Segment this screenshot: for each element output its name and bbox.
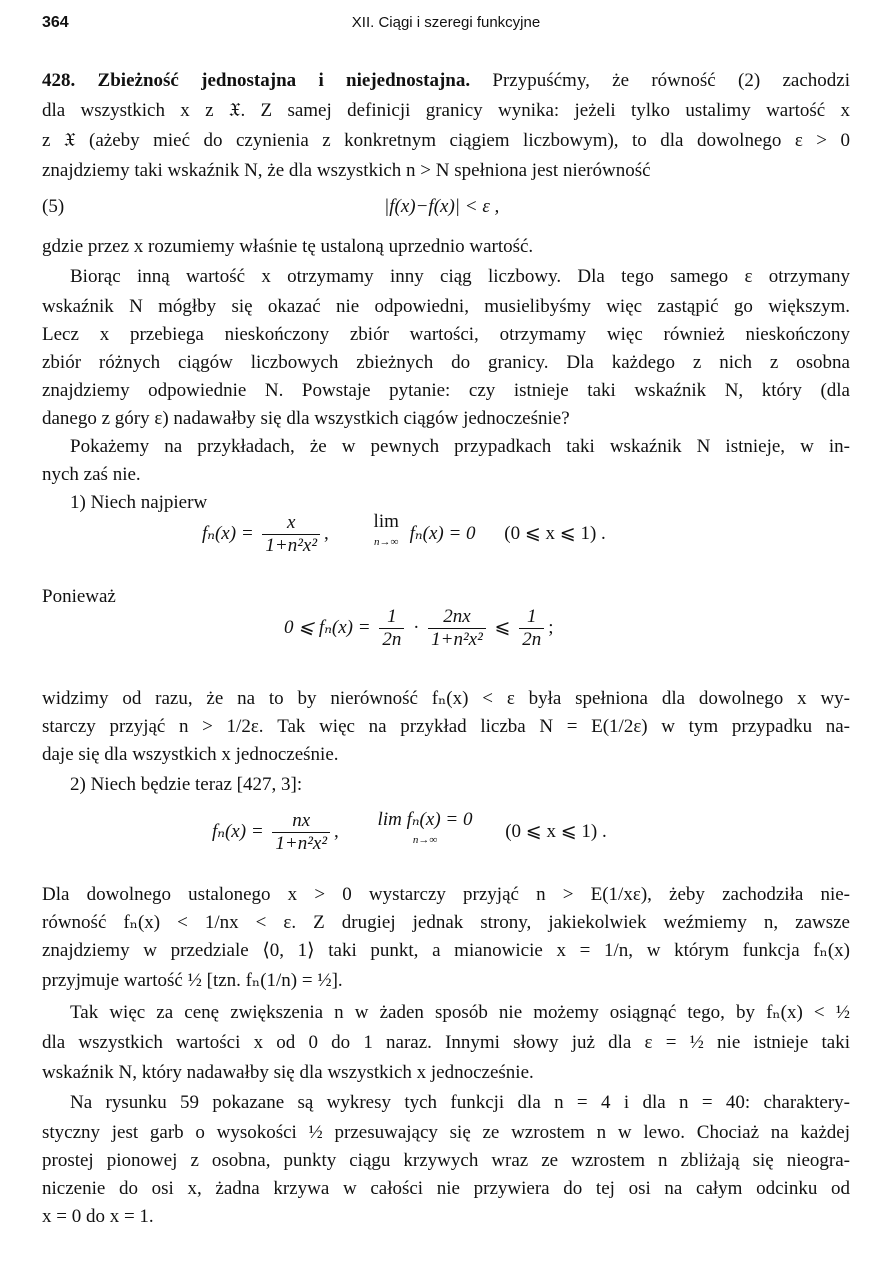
paragraph-line: dla wszystkich x z 𝔛. Z samej definicji granicy wynika: jeżeli tylko ustalimy wartość x [42,100,850,121]
running-header [42,10,850,34]
equation-5: |f(x)−f(x)| < ε , [384,196,500,217]
paragraph-line: 428. Zbieżność jednostajna i niejednostajna. Przypuśćmy, że równość (2) zachodzi [42,70,850,91]
example-2-equation: fₙ(x) = $\frac{nx}{\text{1+n²x²}}$ , lim fₙ(x) = 0 n→∞ (0 ⩽ x ⩽ 1) . [212,809,607,854]
paragraph-line: nych zaś nie. [42,464,141,485]
paragraph-line: Biorąc inną wartość x otrzymamy inny ciąg liczbowy. Dla tego samego ε otrzymany [70,266,850,287]
paragraph-line: daje się dla wszystkich x jednocześnie. [42,744,339,765]
fraction: $\frac{2nx}{\text{1+n²x²}}$ [428,606,486,651]
paragraph-line: x = 0 do x = 1. [42,1206,154,1227]
paragraph-line: Tak więc za cenę zwiększenia n w żaden sposób nie możemy osiągnąć tego, by fₙ(x) < ½ [70,1002,850,1023]
example-1-equation: fₙ(x) = $\frac{x}{\text{1+n²x²}}$ , lim n→∞ fₙ(x) = 0 (0 ⩽ x ⩽ 1) . [202,511,606,556]
section-heading: 428. Zbieżność jednostajna i niejednostajna. [42,70,471,91]
fraction: $\frac{nx}{\text{1+n²x²}}$ [272,810,330,855]
example-intro: 2) Niech będzie teraz [427, 3]: [70,774,303,795]
paragraph-line: widzimy od razu, że na to by nierówność fₙ(x) < ε była spełniona dla dowolnego x wy- [42,688,850,709]
paragraph-line: przyjmuje wartość ½ [tzn. fₙ(1/n) = ½]. [42,970,343,991]
fraction: $\frac{1}{2n}$ [519,606,544,651]
paragraph-line: Dla dowolnego ustalonego x > 0 wystarczy przyjąć n > E(1/xε), żeby zachodziła nie- [42,884,850,905]
fraction: $\frac{x}{\text{1+n²x²}}$ [262,512,320,557]
fraction: $\frac{1}{2n}$ [379,606,404,651]
limit: lim fₙ(x) = 0 n→∞ [377,809,473,846]
paragraph-line: starczy przyjąć n > 1/2ε. Tak więc na przykład liczba N = E(1/2ε) w tym przypadku na- [42,716,850,737]
paragraph-line: wskaźnik N mógłby się okazać nie odpowiedni, musielibyśmy więc zastąpić go większym. [42,296,850,317]
paragraph-line: danego z góry ε) nadawałby się dla wszystkich ciągów jednocześnie? [42,408,570,429]
paragraph-line: znajdziemy w przedziale ⟨0, 1⟩ taki punkt, a mianowicie x = 1/n, w którym funkcja fₙ(x) [42,940,850,961]
example-intro: 1) Niech najpierw [70,492,208,513]
page-number: 364 [42,14,69,31]
paragraph-line: zbiór różnych ciągów liczbowych zbieżnych do granicy. Dla każdego z nich z osobna [42,352,850,373]
paragraph-line: Na rysunku 59 pokazane są wykresy tych funkcji dla n = 4 i dla n = 40: charaktery- [70,1092,850,1113]
running-title: XII. Ciągi i szeregi funkcyjne [351,14,541,31]
paragraph-line: Ponieważ [42,586,116,607]
paragraph-line: wskaźnik N, który nadawałby się dla wszystkich x jednocześnie. [42,1062,534,1083]
paragraph-line: Pokażemy na przykładach, że w pewnych przypadkach taki wskaźnik N istnieje, w in- [70,436,850,457]
paragraph-line: znajdziemy odpowiednie N. Powstaje pytanie: czy istnieje taki wskaźnik N, który (dla [42,380,850,401]
paragraph-line: Lecz x przebiega nieskończony zbiór wartości, otrzymamy więc również nieskończony [42,324,850,345]
limit: lim n→∞ [373,511,399,548]
paragraph-line: niczenie do osi x, żadna krzywa w całości nie przywiera do tej osi na całym odcinku od [42,1178,850,1199]
inequality: 0 ⩽ fₙ(x) = $\frac{1}{2n}$ · $\frac{2nx}{\text{1+n²x²}}$ ⩽ $\frac{1}{2n}$ ; [284,606,554,650]
paragraph-line: gdzie przez x rozumiemy właśnie tę ustaloną uprzednio wartość. [42,236,534,257]
equation-label: (5) [42,196,65,217]
paragraph-line: równość fₙ(x) < 1/nx < ε. Z drugiej jednak strony, jakiekolwiek weźmiemy n, zawsze [42,912,850,933]
paragraph-line: z 𝔛 (ażeby mieć do czynienia z konkretnym ciągiem liczbowym), to dla dowolnego ε > 0 [42,130,850,151]
paragraph-line: prostej pionowej z osobna, punkty ciągu krzywych wraz ze wzrostem n zbliżają się nieogra- [42,1150,850,1171]
page [42,10,850,1250]
paragraph-line: styczny jest garb o wysokości ½ przesuwający się ze wzrostem n w lewo. Chociaż na każdej [42,1122,850,1143]
paragraph-line: znajdziemy taki wskaźnik N, że dla wszystkich n > N spełniona jest nierówność [42,160,651,181]
paragraph-line: dla wszystkich wartości x od 0 do 1 naraz. Innymi słowy już dla ε = ½ nie istnieje taki [42,1032,850,1053]
